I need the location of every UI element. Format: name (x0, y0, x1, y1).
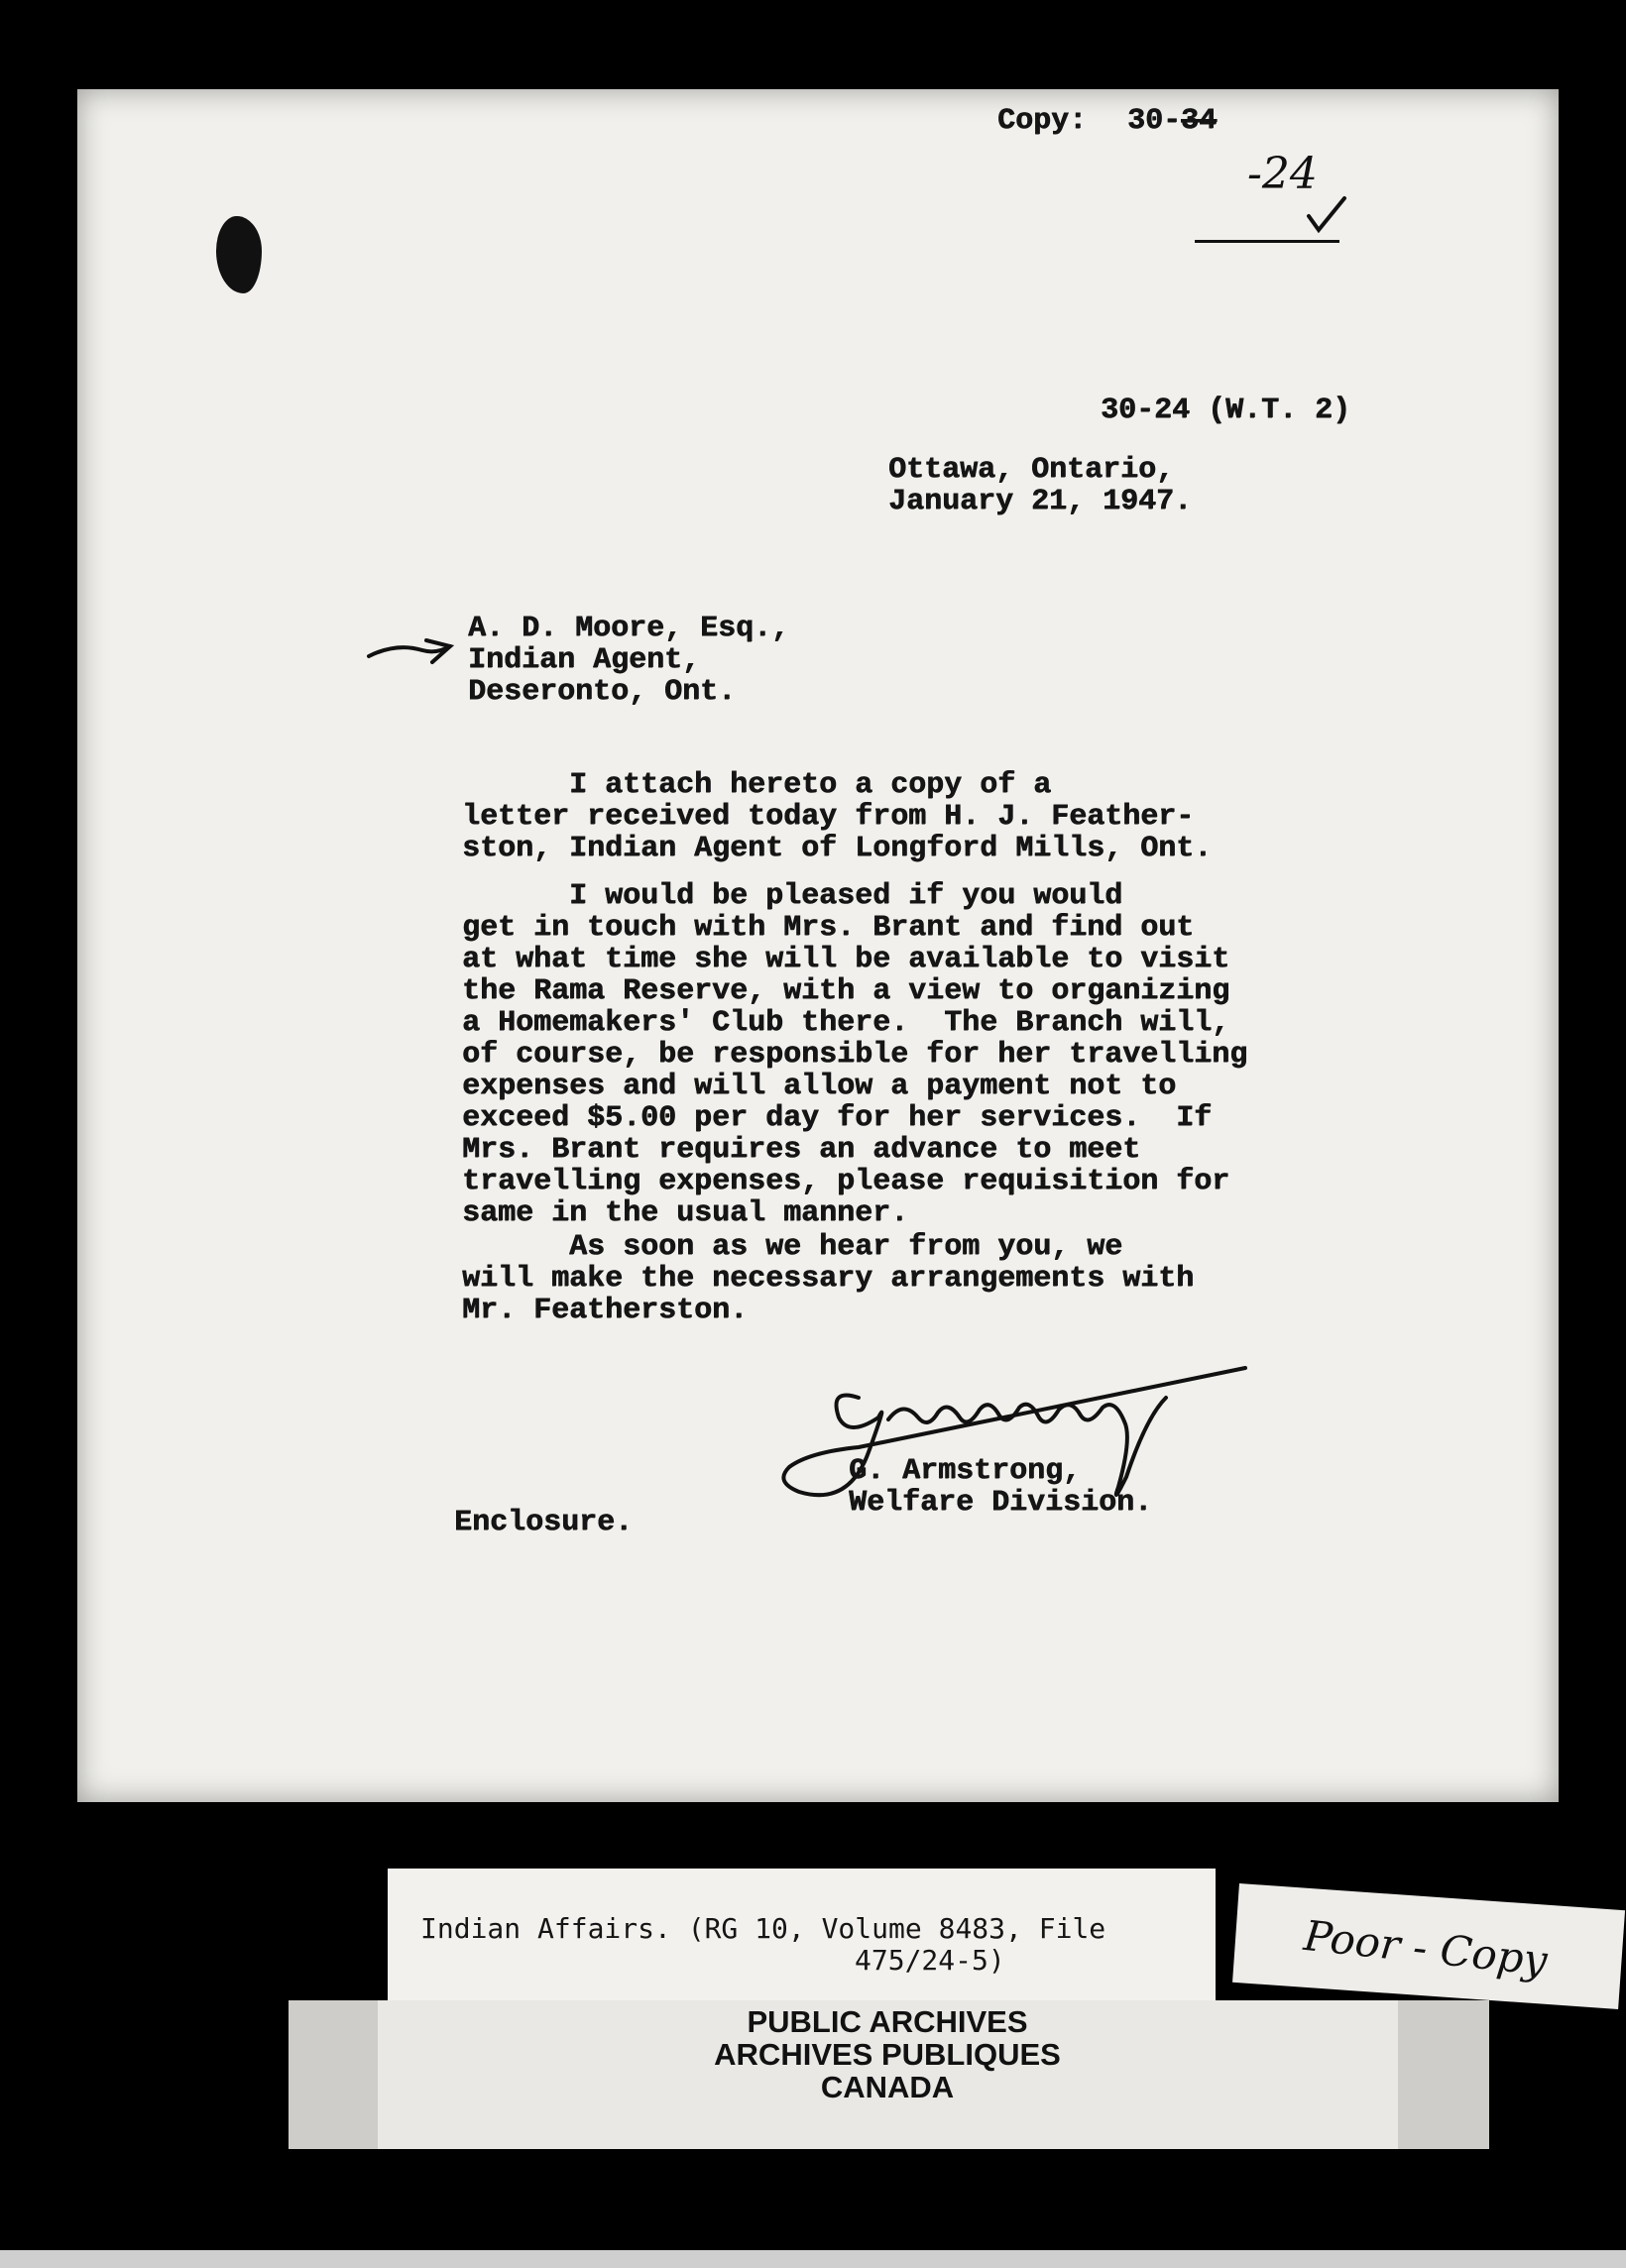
paragraph-3: As soon as we hear from you, we will make the necessary arrangements with Mr. Featherston. (462, 1230, 1195, 1327)
check-mark-icon (1305, 194, 1348, 236)
copy-reference (1127, 105, 1217, 137)
copy-underline (1195, 240, 1339, 243)
archive-caption-line-2: 475/24-5) (855, 1944, 1005, 1977)
signature-block: G. Armstrong, Welfare Division. (849, 1454, 1153, 1520)
paragraph-1: I attach hereto a copy of a letter received today from H. J. Feather- ston, Indian Agent of Longford Mills, Ont. (462, 768, 1213, 865)
addressee-block: A. D. Moore, Esq., Indian Agent, Deseronto, Ont. (468, 612, 790, 709)
archive-caption-line-1: Indian Affairs. (RG 10, Volume 8483, File (420, 1912, 1106, 1945)
place-line: Ottawa, Ontario, (888, 453, 1175, 487)
archive-band-right-edge (1398, 2000, 1489, 2149)
poor-copy-note: Poor - Copy (1301, 1911, 1550, 1985)
archive-stamp-line-2: ARCHIVES PUBLIQUES (714, 2037, 1061, 2072)
file-reference: 30-24 (W.T. 2) (1101, 394, 1351, 427)
archive-band-left-edge (289, 2000, 378, 2149)
archive-stamp-line-1: PUBLIC ARCHIVES (747, 2004, 1028, 2039)
copy-old-number: 34 (1181, 104, 1218, 138)
enclosure-note: Enclosure. (454, 1506, 634, 1539)
copy-number: 30- (1127, 104, 1182, 138)
date-line: January 21, 1947. (888, 485, 1193, 518)
archive-stamp-line-3: CANADA (820, 2070, 955, 2104)
arrow-mark-icon (367, 634, 456, 674)
film-bottom-edge (0, 2250, 1626, 2268)
paragraph-2: I would be pleased if you would get in touch with Mrs. Brant and find out at what time she will be available to visit the Rama Reserve, with a view to organizing a Homemakers' Club there. The Branch will, of course, be responsible for her travelling expenses and will allow a payment not to exceed $5.00 per day for her services. If Mrs. Brant requires an advance to meet travelling expenses, please requisition for same in the usual manner. (462, 879, 1248, 1230)
copy-label: Copy: (997, 104, 1088, 138)
archive-stamp (377, 2005, 1398, 2103)
copy-new-number-handwritten: -24 (1247, 149, 1318, 199)
